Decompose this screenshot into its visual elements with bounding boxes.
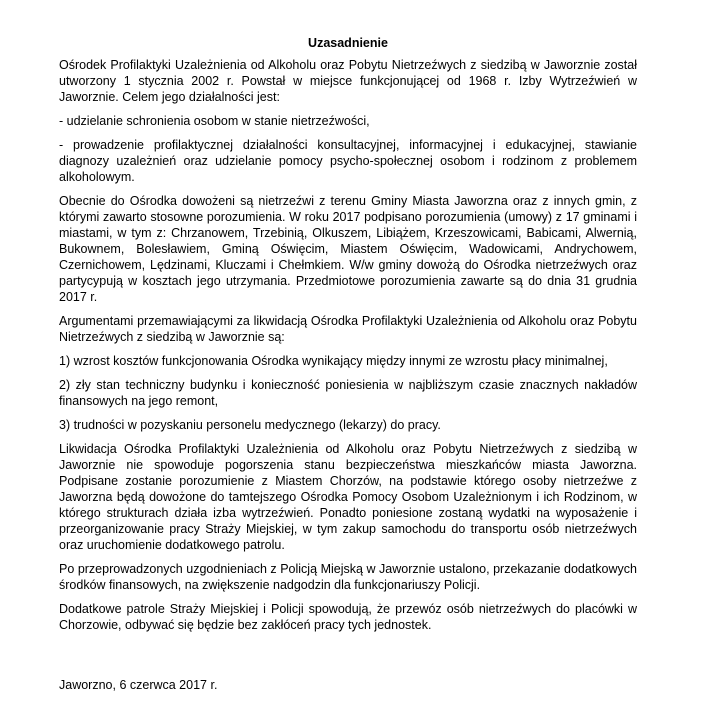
- paragraph-argument-3: 3) trudności w pozyskaniu personelu medycznego (lekarzy) do pracy.: [59, 418, 441, 432]
- document-body: [59, 35, 637, 641]
- paragraph-bullet-prevention: - prowadzenie profilaktycznej działalności konsultacyjnej, informacyjnej i edukacyjnej, stawianie diagnozy uzależnień oraz udzielanie pomocy psycho-społecznej osobom i rodzinom z problemem alkoholowym.: [59, 138, 637, 184]
- document-date-signature: Jaworzno, 6 czerwca 2017 r.: [59, 678, 218, 692]
- paragraph-intro: Ośrodek Profilaktyki Uzależnienia od Alkoholu oraz Pobytu Nietrzeźwych z siedzibą w Jaworznie został utworzony 1 stycznia 2002 r. Powstał w miejsce funkcjonującej od 1968 r. Izby Wytrzeźwień w Jaworznie. Celem jego działalności jest:: [59, 58, 637, 104]
- paragraph-bullet-shelter: - udzielanie schronienia osobom w stanie nietrzeźwości,: [59, 114, 370, 128]
- paragraph-patrols: Dodatkowe patrole Straży Miejskiej i Policji spowodują, że przewóz osób nietrzeźwych do placówki w Chorzowie, odbywać się będzie bez zakłóceń pracy tych jednostek.: [59, 602, 637, 632]
- document-title: Uzasadnienie: [308, 36, 388, 50]
- paragraph-argument-1: 1) wzrost kosztów funkcjonowania Ośrodka wynikający między innymi ze wzrostu płacy minimalnej,: [59, 354, 608, 368]
- paragraph-agreements: Obecnie do Ośrodka dowożeni są nietrzeźwi z terenu Gminy Miasta Jaworzna oraz z innych gmin, z którymi zawarto stosowne porozumienia. W roku 2017 podpisano porozumienia (umowy) z 17 gminami i miastami, w tym z: Chrzanowem, Trzebinią, Olkuszem, Libiążem, Krzeszowicami, Babicami, Alwernią, Bukownem, Bolesławiem, Gminą Oświęcim, Miastem Oświęcim, Wadowicami, Andrychowem, Czernichowem, Lędzinami, Kluczami i Chełmkiem. W/w gminy dowożą do Ośrodka nietrzeźwych oraz partycypują w kosztach jego utrzymania. Przedmiotowe porozumienia zawarte są do dnia 31 grudnia 2017 r.: [59, 194, 637, 304]
- paragraph-liquidation: Likwidacja Ośrodka Profilaktyki Uzależnienia od Alkoholu oraz Pobytu Nietrzeźwych z siedzibą w Jaworznie nie spowoduje pogorszenia stanu bezpieczeństwa mieszkańców miasta Jaworzna. Podpisane zostanie porozumienie z Miastem Chorzów, na podstawie którego osoby nietrzeźwe z Jaworzna będą dowożone do tamtejszego Ośrodka Pomocy Osobom Uzależnionym i ich Rodzinom, w którego strukturach działa izba wytrzeźwień. Ponadto poniesione zostaną wydatki na wyposażenie i przeorganizowanie pracy Straży Miejskiej, w tym zakup samochodu do transportu osób nietrzeźwych oraz uruchomienie dodatkowego patrolu.: [59, 442, 637, 552]
- paragraph-arguments-intro: Argumentami przemawiającymi za likwidacją Ośrodka Profilaktyki Uzależnienia od Alkoholu oraz Pobytu Nietrzeźwych z siedzibą w Jaworznie są:: [59, 314, 637, 344]
- paragraph-argument-2: 2) zły stan techniczny budynku i konieczność poniesienia w najbliższym czasie znacznych nakładów finansowych na jego remont,: [59, 378, 637, 408]
- paragraph-police: Po przeprowadzonych uzgodnieniach z Policją Miejską w Jaworznie ustalono, przekazanie dodatkowych środków finansowych, na zwiększenie nadgodzin dla funkcjonariuszy Policji.: [59, 562, 637, 592]
